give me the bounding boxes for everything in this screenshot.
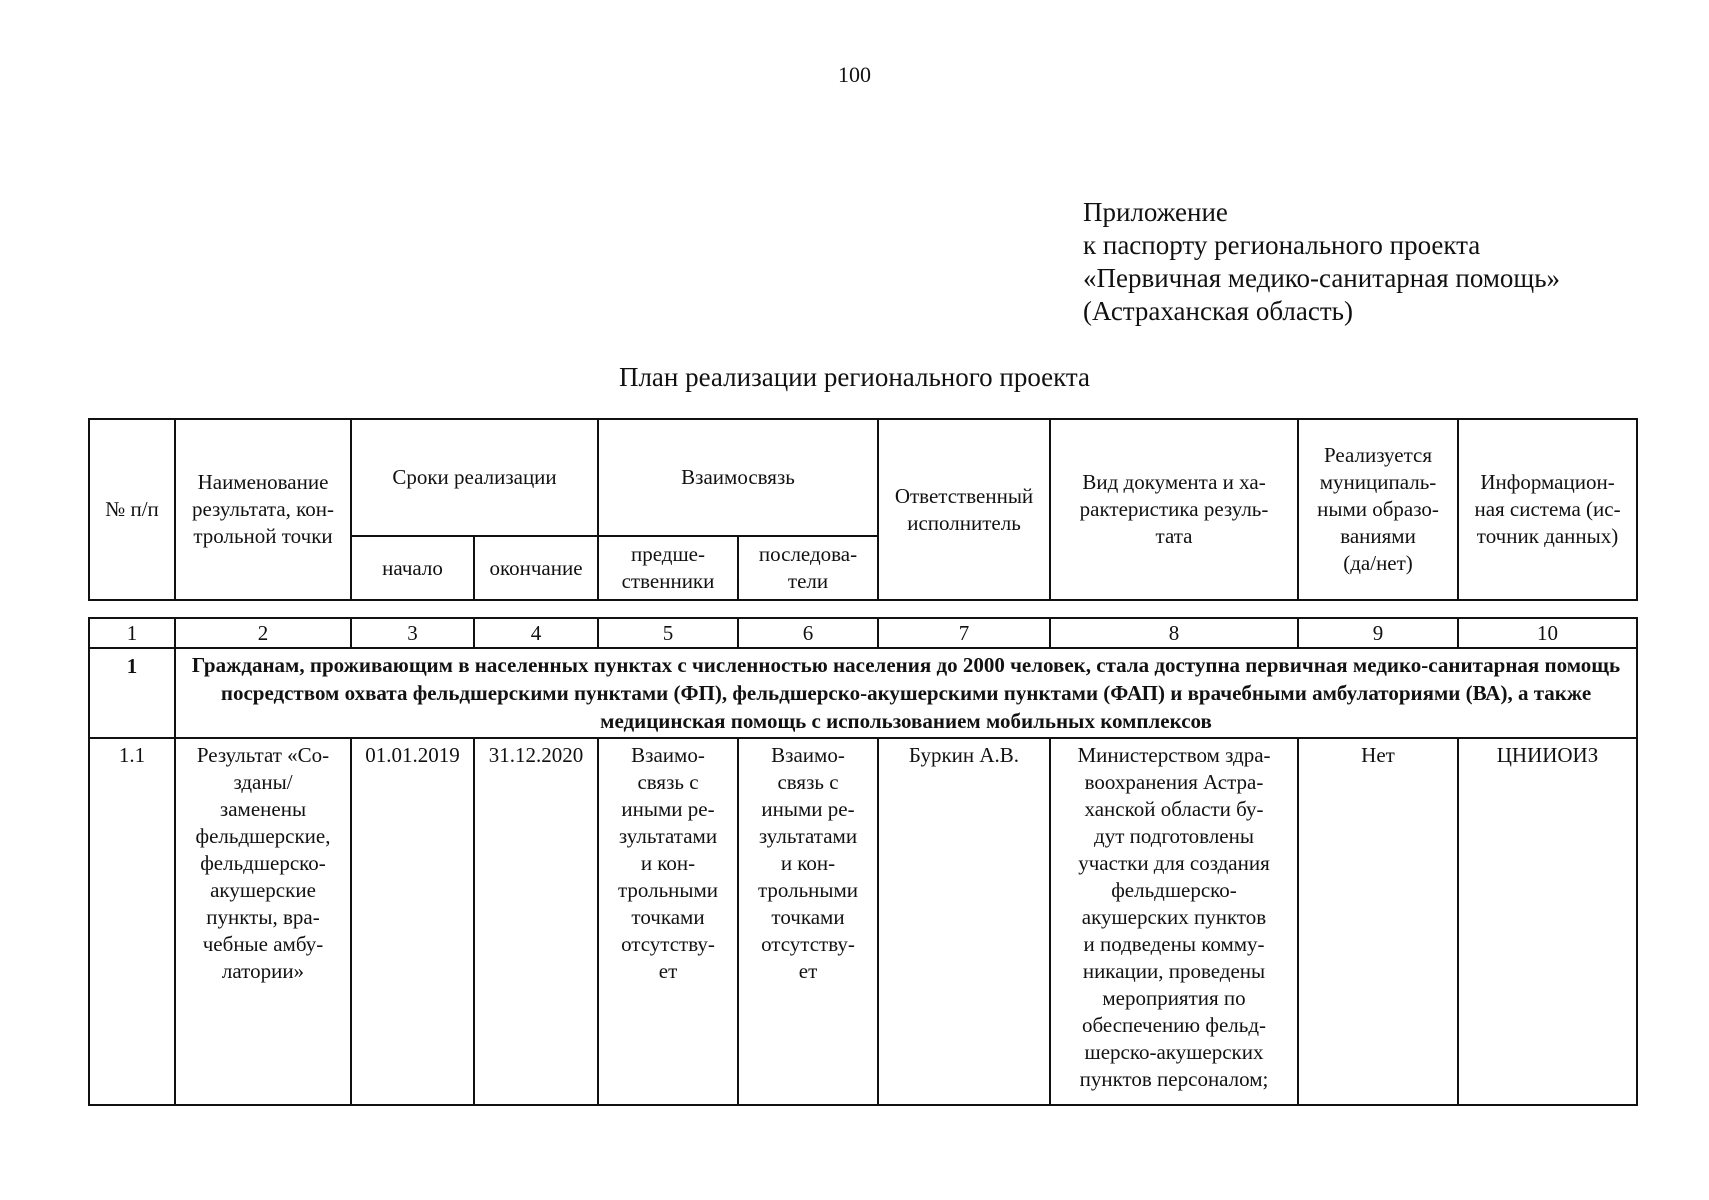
header-predecessors: предше- ственники bbox=[598, 536, 738, 600]
header-terms: Сроки реализации bbox=[351, 419, 598, 536]
column-number: 10 bbox=[1458, 618, 1637, 648]
column-number: 3 bbox=[351, 618, 474, 648]
header-result-name: Наименование результата, кон- трольной точки bbox=[175, 419, 351, 600]
header-number: № п/п bbox=[89, 419, 175, 600]
header-info-system: Информацион- ная система (ис- точник данных) bbox=[1458, 419, 1637, 600]
goal-text: Гражданам, проживающим в населенных пунктах с численностью населения до 2000 человек, стала доступна первичная медико-санитарная помощь посредством охвата фельдшерскими пунктами (ФП), фельдшерско-акушерскими пунктами (ФАП) и врачебными амбулаториями (ВА), а также медицинская помощь с использованием мобильных комплексов bbox=[175, 648, 1637, 738]
header-table bbox=[88, 418, 1638, 601]
header-relationship: Взаимосвязь bbox=[598, 419, 878, 536]
result-name: Результат «Со- зданы/ заменены фельдшерские, фельдшерско- акушерские пункты, вра- чебные амбу- латории» bbox=[175, 738, 351, 1105]
responsible-person: Буркин А.В. bbox=[878, 738, 1050, 1105]
appendix-line: к паспорту регионального проекта bbox=[1083, 230, 1481, 260]
plan-table bbox=[88, 617, 1638, 1106]
goal-row bbox=[89, 648, 1637, 738]
column-number: 1 bbox=[89, 618, 175, 648]
predecessors: Взаимо- связь с иными ре- зультатами и кон- трольными точками отсутству- ет bbox=[598, 738, 738, 1105]
column-number: 8 bbox=[1050, 618, 1298, 648]
header-successors: последова- тели bbox=[738, 536, 878, 600]
document-type: Министерством здра- воохранения Астра- ханской области бу- дут подготовлены участки для создания фельдшерско- акушерских пунктов и подведены комму- никации, проведены мероприятия по обеспечению фельд- шерско-акушерских пунктов персоналом; bbox=[1050, 738, 1298, 1105]
page-number: 100 bbox=[838, 62, 871, 87]
column-number: 5 bbox=[598, 618, 738, 648]
column-number: 6 bbox=[738, 618, 878, 648]
successors: Взаимо- связь с иными ре- зультатами и кон- трольными точками отсутству- ет bbox=[738, 738, 878, 1105]
table-row bbox=[89, 738, 1637, 1105]
appendix-line: Приложение bbox=[1083, 197, 1228, 227]
column-number: 2 bbox=[175, 618, 351, 648]
column-number-row bbox=[89, 618, 1637, 648]
appendix-line: (Астраханская область) bbox=[1083, 296, 1353, 326]
appendix-line: «Первичная медико-санитарная помощь» bbox=[1083, 263, 1561, 293]
header-end: окончание bbox=[474, 536, 598, 600]
start-date: 01.01.2019 bbox=[351, 738, 474, 1105]
appendix-block bbox=[1083, 196, 1560, 328]
end-date: 31.12.2020 bbox=[474, 738, 598, 1105]
header-start: начало bbox=[351, 536, 474, 600]
document-title: План реализации регионального проекта bbox=[618, 362, 1091, 392]
row-number: 1.1 bbox=[89, 738, 175, 1105]
goal-number: 1 bbox=[89, 648, 175, 738]
header-municipal: Реализуется муниципаль- ными образо- ваниями (да/нет) bbox=[1298, 419, 1458, 600]
municipal-flag: Нет bbox=[1298, 738, 1458, 1105]
column-number: 4 bbox=[474, 618, 598, 648]
column-number: 9 bbox=[1298, 618, 1458, 648]
header-document-type: Вид документа и ха- рактеристика резуль- тата bbox=[1050, 419, 1298, 600]
column-number: 7 bbox=[878, 618, 1050, 648]
header-responsible: Ответственный исполнитель bbox=[878, 419, 1050, 600]
info-system: ЦНИИОИЗ bbox=[1458, 738, 1637, 1105]
